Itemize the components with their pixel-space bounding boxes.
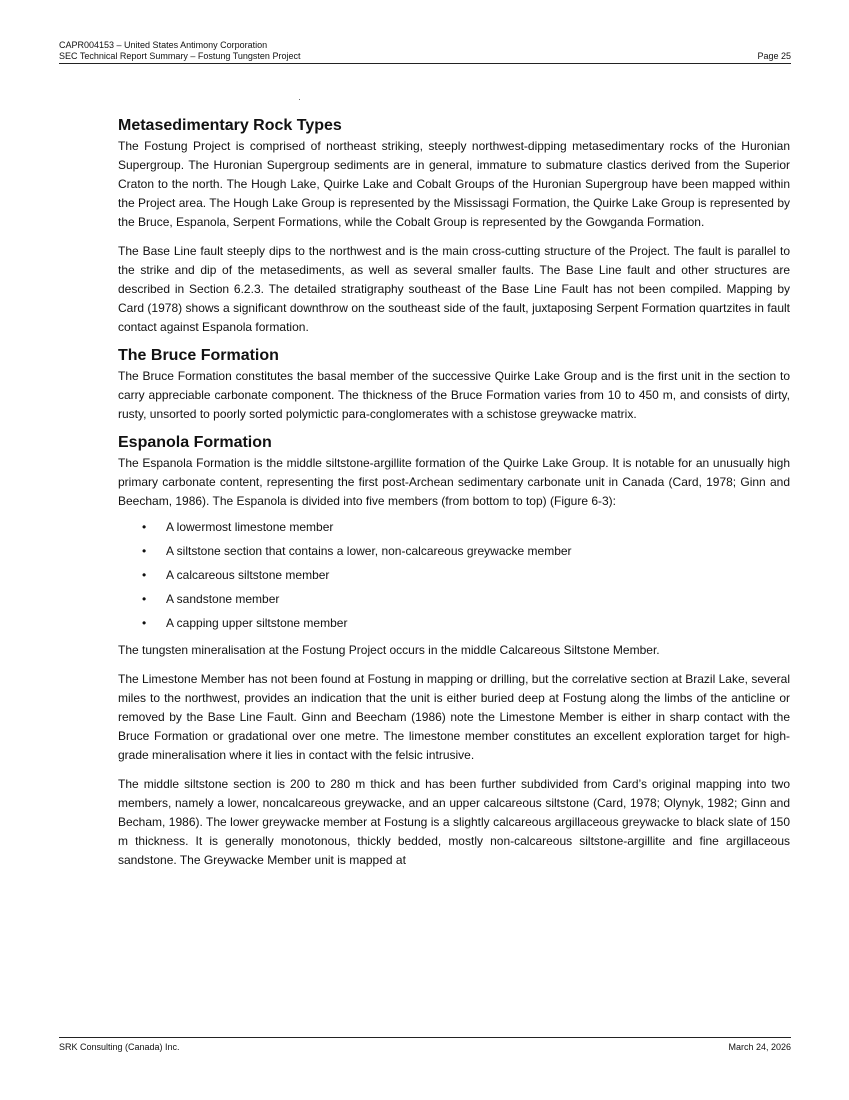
members-list [118,519,790,631]
list-item [118,519,790,535]
header-row-1 [59,40,791,51]
page-footer [59,1037,791,1053]
bullet-icon: • [142,520,147,534]
footer-date: March 24, 2026 [728,1042,791,1052]
header-row-2 [59,51,791,62]
bullet-icon: • [142,592,147,606]
heading-bruce-formation: The Bruce Formation [118,347,279,364]
paragraph-espanola-2: The tungsten mineralisation at the Fostung Project occurs in the middle Calcareous Siltstone Member. [118,643,660,657]
heading-espanola-formation: Espanola Formation [118,434,272,451]
bullet-icon: • [142,568,147,582]
bullet-icon: • [142,616,147,630]
footer-company: SRK Consulting (Canada) Inc. [59,1042,180,1052]
paragraph-espanola-3: The Limestone Member has not been found at Fostung in mapping or drilling, but the correlative section at Brazil Lake, several miles to the northwest, provides an indication that the unit is either buried deep at Fostung along the limbs of the anticline or removed by the Base Line Fault. Ginn and Beecham (1986) note the Limestone Member is either in sharp contact with the Bruce Formation or gradational over one metre. The limestone member constitutes an excellent exploration target for high-grade mineralisation where it lies in contact with the felsic intrusive. [118,672,790,762]
list-item-text: A siltstone section that contains a lower, non-calcareous greywacke member [166,544,572,558]
list-item-text: A calcareous siltstone member [166,568,330,582]
bullet-icon: • [142,544,147,558]
paragraph-espanola-4: The middle siltstone section is 200 to 280 m thick and has been further subdivided from Card’s original mapping into two members, namely a lower, noncalcareous greywacke, and an upper calcareous siltstone (Card, 1978; Olynyk, 1982; Ginn and Becham, 1986). The lower greywacke member at Fostung is a slightly calcareous argillaceous greywacke to black slate of 150 m thickness. It is generally monotonous, thickly bedded, mostly non-calcareous siltstone-argillite and fine argillaceous sandstone. The Greywacke Member unit is mapped at [118,777,790,867]
header-report-id: CAPR004153 – United States Antimony Corporation [59,40,268,50]
header-report-title: SEC Technical Report Summary – Fostung Tungsten Project [59,51,301,61]
paragraph-meta-1: The Fostung Project is comprised of northeast striking, steeply northwest-dipping metasedimentary rocks of the Huronian Supergroup. The Huronian Supergroup sediments are in general, immature to submature clastics derived from the Superior Craton to the north. The Hough Lake, Quirke Lake and Cobalt Groups of the Huronian Supergroup have been mapped within the Project area. The Hough Lake Group is represented by the Mississagi Formation, the Quirke Lake Group is represented by the Bruce, Espanola, Serpent Formations, while the Cobalt Group is represented by the Gowganda Formation. [118,139,790,229]
document-body [118,115,790,870]
list-item [118,543,790,559]
header-page-number: Page 25 [757,51,791,61]
paragraph-espanola-1: The Espanola Formation is the middle siltstone-argillite formation of the Quirke Lake Group. It is notable for an unusually high primary carbonate content, representing the first post-Archean sedimentary carbonate unit in Canada (Card, 1978; Ginn and Beecham, 1986). The Espanola is divided into five members (from bottom to top) (Figure 6-3): [118,456,790,508]
list-item-text: A sandstone member [166,592,280,606]
paragraph-bruce-1: The Bruce Formation constitutes the basal member of the successive Quirke Lake Group and is the first unit in the section to carry appreciable carbonate component. The thickness of the Bruce Formation varies from 10 to 450 m, and consists of dirty, rusty, unsorted to poorly sorted polymictic para-conglomerates with a schistose greywacke matrix. [118,369,790,421]
page-header [59,40,791,64]
list-item-text: A lowermost limestone member [166,520,334,534]
list-item [118,615,790,631]
list-item [118,591,790,607]
list-item-text: A capping upper siltstone member [166,616,348,630]
list-item [118,567,790,583]
stray-mark [299,99,300,100]
paragraph-meta-2: The Base Line fault steeply dips to the northwest and is the main cross-cutting structure of the Project. The fault is parallel to the strike and dip of the metasediments, as well as several smaller faults. The Base Line fault and other structures are described in Section 6.2.3. The detailed stratigraphy southeast of the Base Line Fault has not been compiled. Mapping by Card (1978) shows a significant downthrow on the southeast side of the fault, juxtaposing Serpent Formation quartzites in fault contact against Espanola formation. [118,244,790,334]
heading-metasedimentary: Metasedimentary Rock Types [118,117,342,134]
